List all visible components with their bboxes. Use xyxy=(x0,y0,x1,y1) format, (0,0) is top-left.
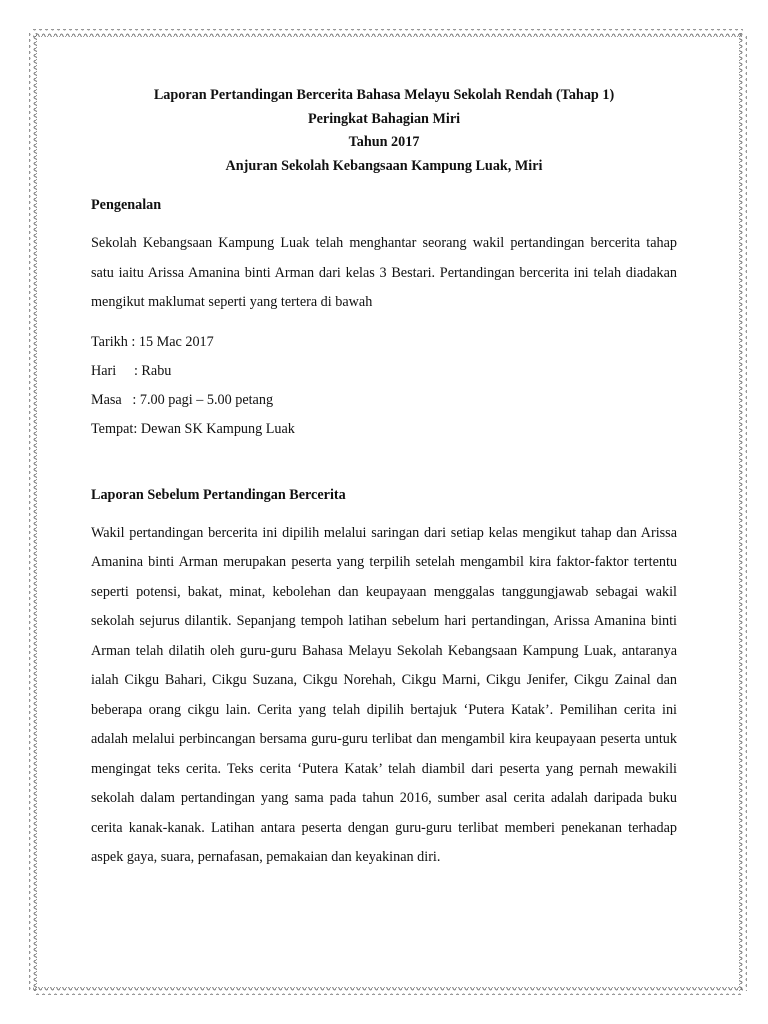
report-heading: Laporan Sebelum Pertandingan Bercerita xyxy=(91,486,346,503)
border-bottom xyxy=(33,987,743,995)
event-details xyxy=(91,332,677,439)
report-paragraph: Wakil pertandingan bercerita ini dipilih melalui saringan dari setiap kelas mengikut tahap dan Arissa Amanina binti Arman merupakan peserta yang terpilih setelah mengambil kira faktor-faktor tertentu seperti potensi, bakat, minat, kebolehan dan keupayaan menggalas tanggungjawab sebagai wakil sekolah sejurus dilantik. Sepanjang tempoh latihan sebelum hari pertandingan, Arissa Amanina binti Arman telah dilatih oleh guru-guru Bahasa Melayu Sekolah Kebangsaan Kampung Luak, antaranya ialah Cikgu Bahari, Cikgu Suzana, Cikgu Norehah, Cikgu Marni, Cikgu Jenifer, Cikgu Zainal dan beberapa orang cikgu lain. Cerita yang telah dipilih bertajuk ‘Putera Katak’. Pemilihan cerita ini adalah melalui perbincangan bersama guru-guru terlibat dan mengambil kira keupayaan peserta untuk mengingat teks cerita. Teks cerita ‘Putera Katak’ telah diambil dari peserta yang pernah mewakili sekolah dalam pertandingan yang sama pada tahun 2016, sumber asal cerita adalah daripada buku cerita kanak-kanak. Latihan antara peserta dengan guru-guru terlibat memberi penekanan terhadap aspek gaya, suara, pernafasan, pemakaian dan keyakinan diri. xyxy=(91,524,677,865)
title-line-3: Tahun 2017 xyxy=(348,134,420,150)
document-title-block xyxy=(91,84,677,178)
detail-day: Hari : Rabu xyxy=(91,362,172,379)
title-line-2: Peringkat Bahagian Miri xyxy=(307,110,461,127)
border-right xyxy=(739,33,747,991)
border-top xyxy=(33,29,743,37)
detail-venue: Tempat: Dewan SK Kampung Luak xyxy=(91,420,295,437)
title-line-1: Laporan Pertandingan Bercerita Bahasa Melayu Sekolah Rendah (Tahap 1) xyxy=(153,87,615,103)
detail-time: Masa : 7.00 pagi – 5.00 petang xyxy=(91,391,274,408)
intro-heading: Pengenalan xyxy=(91,197,162,213)
border-left xyxy=(29,33,37,991)
document-page xyxy=(91,84,677,873)
detail-date: Tarikh : 15 Mac 2017 xyxy=(91,333,214,350)
title-line-4: Anjuran Sekolah Kebangsaan Kampung Luak, Miri xyxy=(225,157,543,174)
intro-paragraph: Sekolah Kebangsaan Kampung Luak telah menghantar seorang wakil pertandingan bercerita tahap satu iaitu Arissa Amanina binti Arman dari kelas 3 Bestari. Pertandingan bercerita ini telah diadakan mengikut maklumat seperti yang tertera di bawah xyxy=(91,235,677,310)
